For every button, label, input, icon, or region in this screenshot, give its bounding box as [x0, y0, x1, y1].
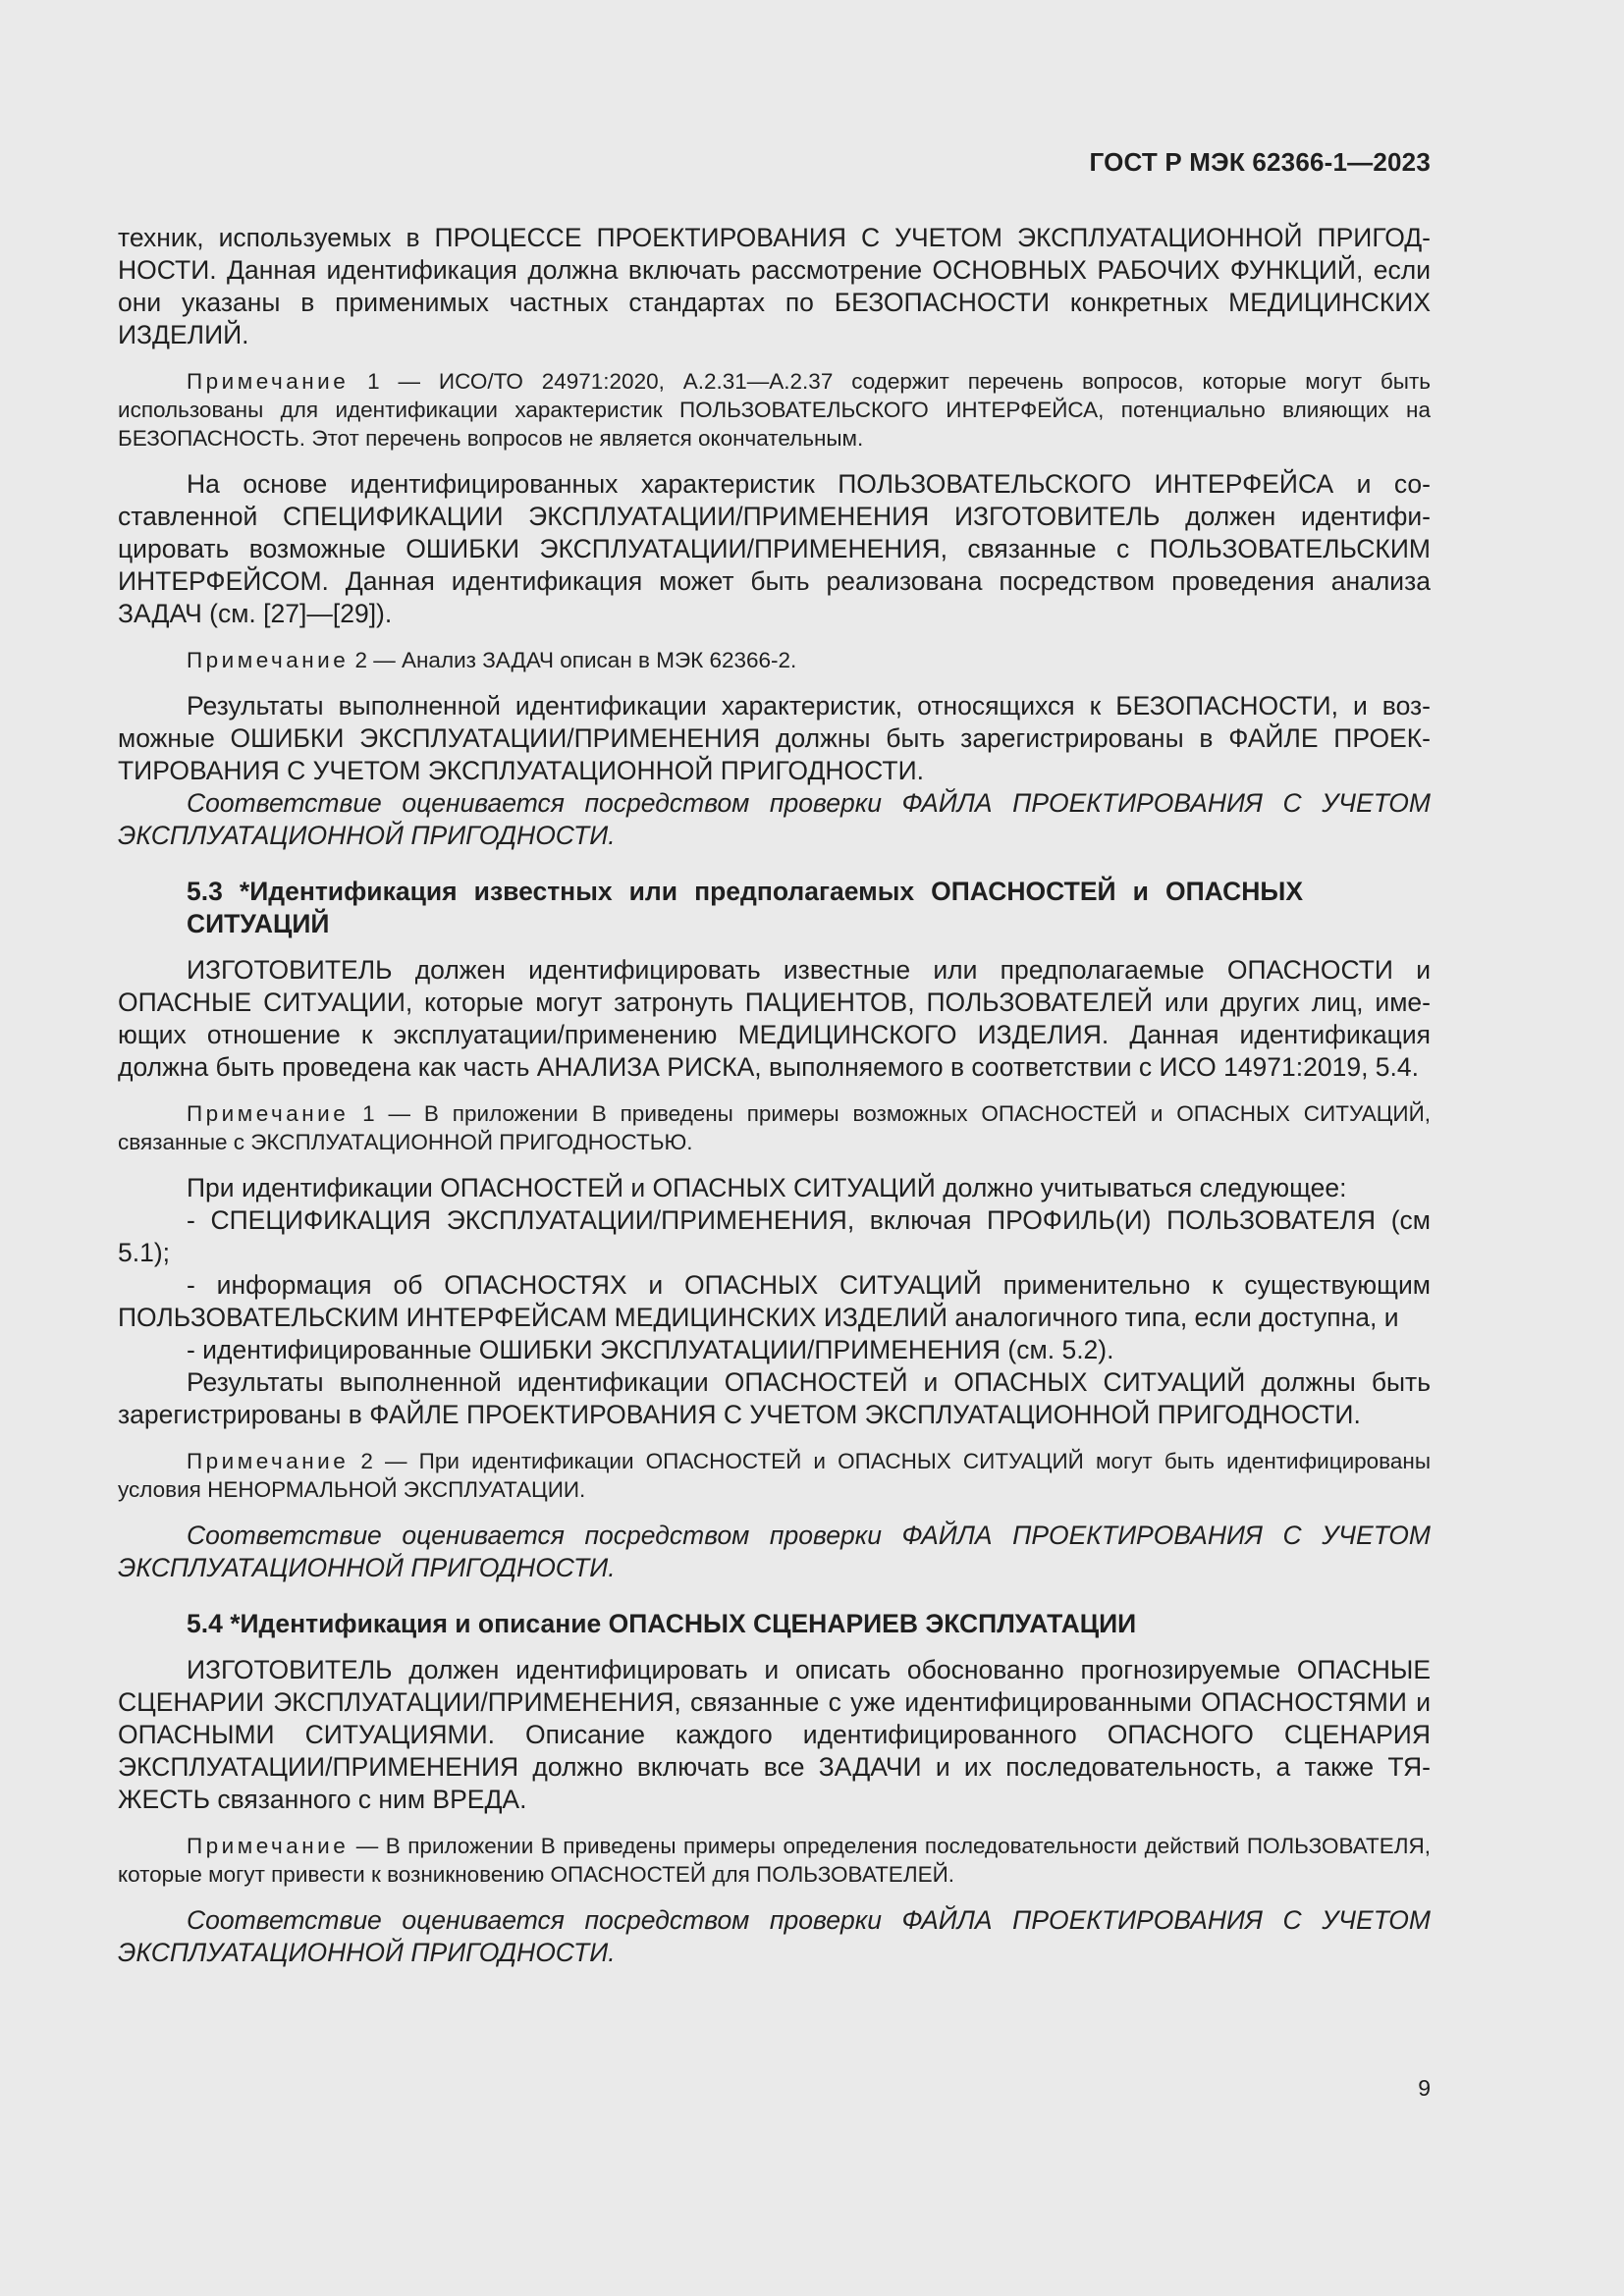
note-label: Примечание: [187, 1449, 350, 1473]
compliance-statement: Соответствие оценивается посредством проверки ФАЙЛА ПРОЕКТИРОВАНИЯ С УЧЕТОМ ЭКСПЛУАТАЦИОННОЙ ПРИГОДНОСТИ.: [118, 788, 1431, 850]
paragraph: техник, используемых в ПРОЦЕССЕ ПРОЕКТИРОВАНИЯ С УЧЕТОМ ЭКСПЛУАТАЦИОННОЙ ПРИГОДНОСТИ. Данная идентификация должна включать рассмотрение ОСНОВНЫХ РАБОЧИХ ФУНКЦИЙ, если они указаны в применимых частных стандартах по БЕЗОПАСНОСТИ конкретных МЕДИЦИНСКИХ ИЗДЕЛИЙ.: [118, 223, 1431, 349]
note: [118, 1447, 1431, 1504]
paragraph: ИЗГОТОВИТЕЛЬ должен идентифицировать известные или предполагаемые ОПАСНОСТИ и ОПАСНЫЕ СИТУАЦИИ, которые могут затронуть ПАЦИЕНТОВ, ПОЛЬЗОВАТЕЛЕЙ или других лиц, имеющих отношение к эксплуатации/применению МЕДИЦИНСКОГО ИЗДЕЛИЯ. Данная идентификация должна быть проведена как часть АНАЛИЗА РИСКА, выполняемого в соответствии с ИСО 14971:2019, 5.4.: [118, 955, 1431, 1082]
page-number: 9: [1418, 2075, 1431, 2101]
note: [118, 646, 1431, 674]
note-label: Примечание: [187, 1834, 350, 1858]
document-code: ГОСТ Р МЭК 62366-1—2023: [1089, 147, 1431, 177]
paragraph: При идентификации ОПАСНОСТЕЙ и ОПАСНЫХ СИТУАЦИЙ должно учитываться следующее:: [187, 1173, 1347, 1202]
paragraph: Результаты выполненной идентификации ОПАСНОСТЕЙ и ОПАСНЫХ СИТУАЦИЙ должны быть зарегистрированы в ФАЙЛЕ ПРОЕКТИРОВАНИЯ С УЧЕТОМ ЭКСПЛУАТАЦИОННОЙ ПРИГОДНОСТИ.: [118, 1367, 1431, 1429]
note-text: 2 — Анализ ЗАДАЧ описан в МЭК 62366-2.: [349, 648, 797, 672]
section-heading-5-4: 5.4 *Идентификация и описание ОПАСНЫХ СЦЕНАРИЕВ ЭКСПЛУАТАЦИИ: [187, 1609, 1137, 1638]
document-body: [118, 222, 1431, 1969]
note: [118, 367, 1431, 453]
paragraph: На основе идентифицированных характеристик ПОЛЬЗОВАТЕЛЬСКОГО ИНТЕРФЕЙСА и составленной СПЕЦИФИКАЦИИ ЭКСПЛУАТАЦИИ/ПРИМЕНЕНИЯ ИЗГОТОВИТЕЛЬ должен идентифицировать возможные ОШИБКИ ЭКСПЛУАТАЦИИ/ПРИМЕНЕНИЯ, связанные с ПОЛЬЗОВАТЕЛЬСКИМ ИНТЕРФЕЙСОМ. Данная идентификация может быть реализована посредством проведения анализа ЗАДАЧ (см. [27]—[29]).: [118, 469, 1431, 628]
note-text: 1 — ИСО/ТО 24971:2020, А.2.31—А.2.37 содержит перечень вопросов, которые могут быть использованы для идентификации характеристик ПОЛЬЗОВАТЕЛЬСКОГО ИНТЕРФЕЙСА, потенциально влияющих на БЕЗОПАСНОСТЬ. Этот перечень вопросов не является окончательным.: [118, 369, 1431, 451]
note: [118, 1832, 1431, 1889]
compliance-statement: Соответствие оценивается посредством проверки ФАЙЛА ПРОЕКТИРОВАНИЯ С УЧЕТОМ ЭКСПЛУАТАЦИОННОЙ ПРИГОДНОСТИ.: [118, 1905, 1431, 1967]
compliance-statement: Соответствие оценивается посредством проверки ФАЙЛА ПРОЕКТИРОВАНИЯ С УЧЕТОМ ЭКСПЛУАТАЦИОННОЙ ПРИГОДНОСТИ.: [118, 1521, 1431, 1582]
note: [118, 1099, 1431, 1156]
note-label: Примечание: [187, 1101, 350, 1126]
note-text: 2 — При идентификации ОПАСНОСТЕЙ и ОПАСНЫХ СИТУАЦИЙ могут быть идентифицированы условия НЕНОРМАЛЬНОЙ ЭКСПЛУАТАЦИИ.: [118, 1449, 1431, 1502]
note-label: Примечание: [187, 369, 350, 394]
list-item: - СПЕЦИФИКАЦИЯ ЭКСПЛУАТАЦИИ/ПРИМЕНЕНИЯ, включая ПРОФИЛЬ(И) ПОЛЬЗОВАТЕЛЯ (см 5.1);: [118, 1205, 1431, 1267]
note-label: Примечание: [187, 648, 350, 672]
paragraph: Результаты выполненной идентификации характеристик, относящихся к БЕЗОПАСНОСТИ, и возможные ОШИБКИ ЭКСПЛУАТАЦИИ/ПРИМЕНЕНИЯ должны быть зарегистрированы в ФАЙЛЕ ПРОЕКТИРОВАНИЯ С УЧЕТОМ ЭКСПЛУАТАЦИОННОЙ ПРИГОДНОСТИ.: [118, 691, 1431, 785]
note-text: — В приложении В приведены примеры определения последовательности действий ПОЛЬЗОВАТЕЛЯ, которые могут привести к возникновению ОПАСНОСТЕЙ для ПОЛЬЗОВАТЕЛЕЙ.: [118, 1834, 1431, 1887]
note-text: 1 — В приложении В приведены примеры возможных ОПАСНОСТЕЙ и ОПАСНЫХ СИТУАЦИЙ, связанные с ЭКСПЛУАТАЦИОННОЙ ПРИГОДНОСТЬЮ.: [118, 1101, 1431, 1154]
section-heading-5-3: 5.3 *Идентификация известных или предполагаемых ОПАСНОСТЕЙ и ОПАСНЫХ СИТУАЦИЙ: [187, 877, 1303, 938]
list-item: - идентифицированные ОШИБКИ ЭКСПЛУАТАЦИИ/ПРИМЕНЕНИЯ (см. 5.2).: [187, 1335, 1114, 1364]
list-item: - информация об ОПАСНОСТЯХ и ОПАСНЫХ СИТУАЦИЙ применительно к существующим ПОЛЬЗОВАТЕЛЬСКИМ ИНТЕРФЕЙСАМ МЕДИЦИНСКИХ ИЗДЕЛИЙ аналогичного типа, если доступна, и: [118, 1270, 1431, 1332]
paragraph: ИЗГОТОВИТЕЛЬ должен идентифицировать и описать обоснованно прогнозируемые ОПАСНЫЕ СЦЕНАРИИ ЭКСПЛУАТАЦИИ/ПРИМЕНЕНИЯ, связанные с уже идентифицированными ОПАСНОСТЯМИ и ОПАСНЫМИ СИТУАЦИЯМИ. Описание каждого идентифицированного ОПАСНОГО СЦЕНАРИЯ ЭКСПЛУАТАЦИИ/ПРИМЕНЕНИЯ должно включать все ЗАДАЧИ и их последовательность, а также ТЯЖЕСТЬ связанного с ним ВРЕДА.: [118, 1655, 1431, 1814]
